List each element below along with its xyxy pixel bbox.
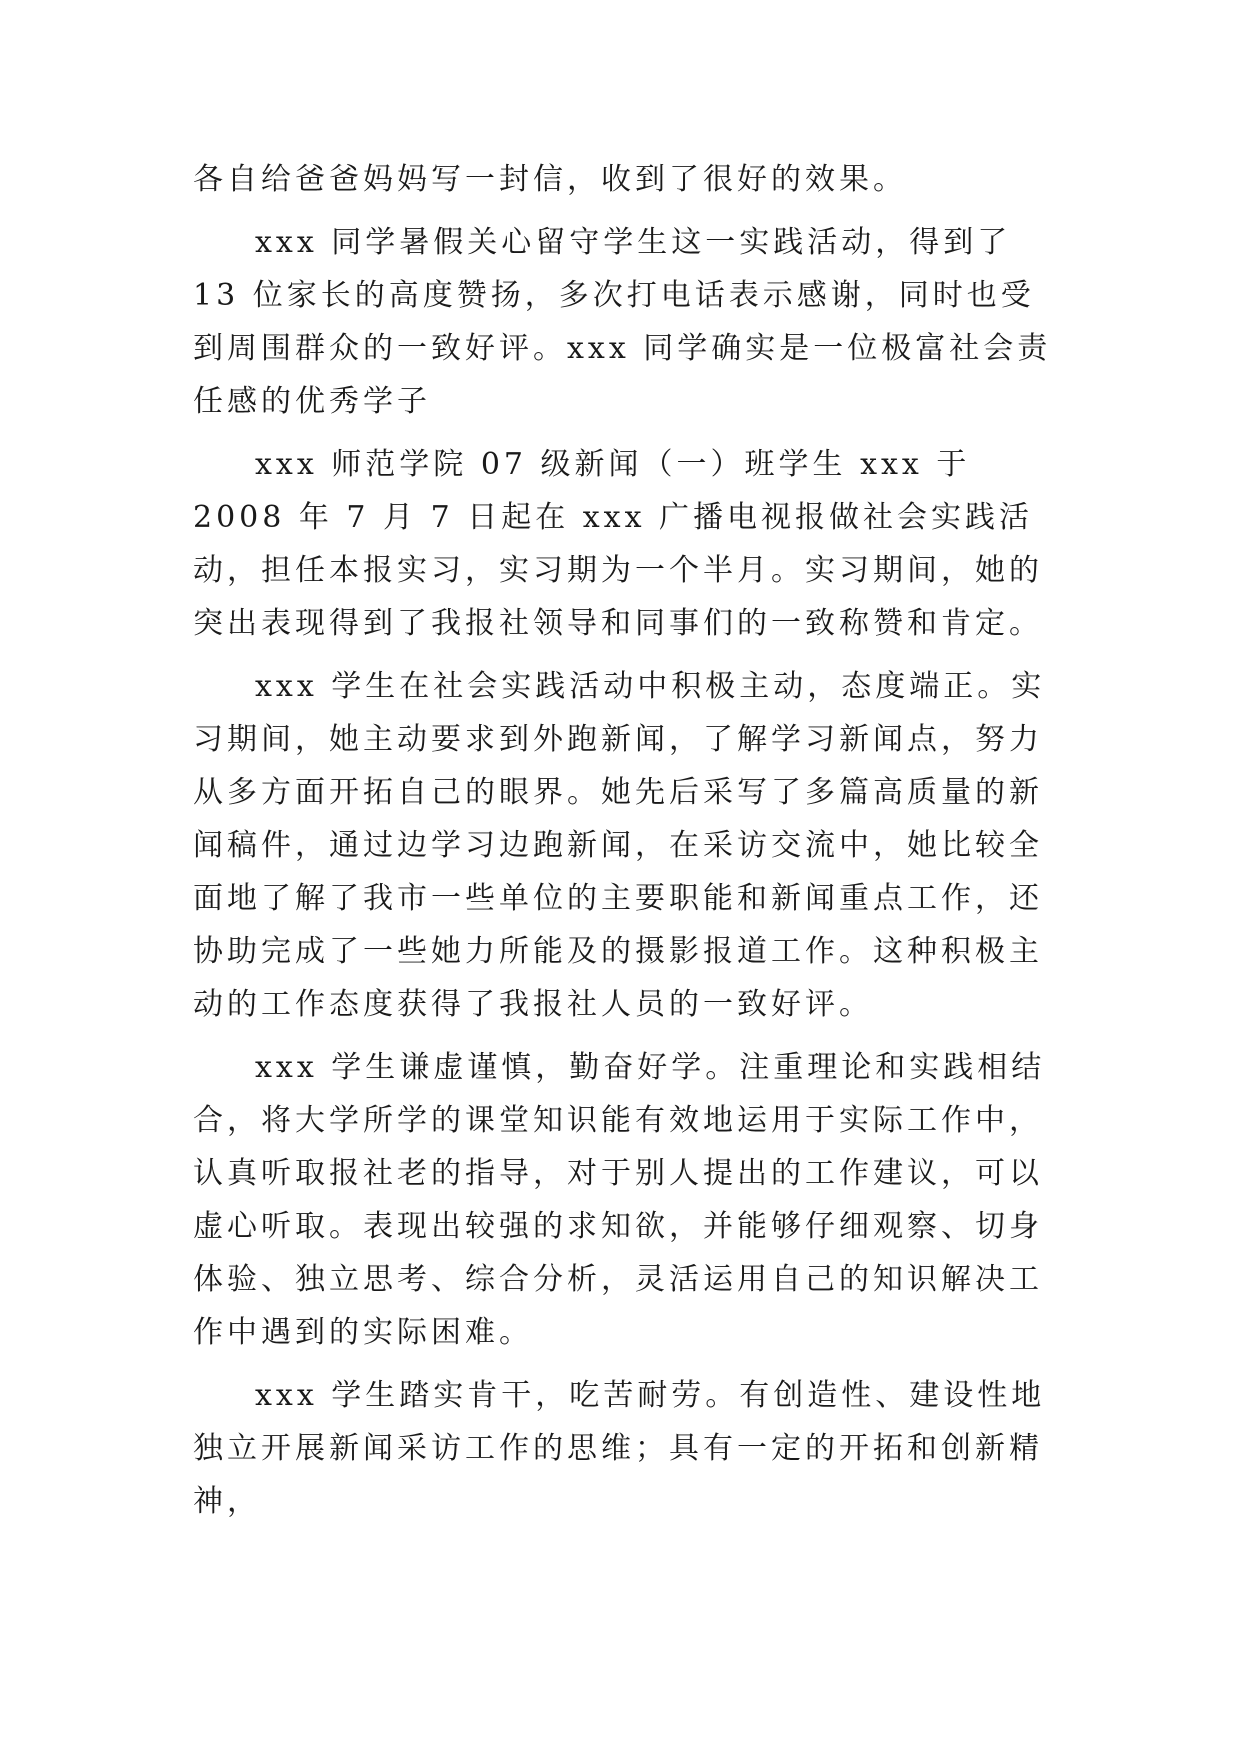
paragraph-left-behind-students: xxx 同学暑假关心留守学生这一实践活动，得到了 13 位家长的高度赞扬，多次打电话表示感谢，同时也受到周围群众的一致好评。xxx 同学确实是一位极富社会责任感的优秀学子 bbox=[193, 225, 1052, 419]
paragraph-hardworking: xxx 学生踏实肯干，吃苦耐劳。有创造性、建设性地独立开展新闻采访工作的思维；具有一定的开拓和创新精神， bbox=[193, 1378, 1046, 1519]
paragraph-diligence: xxx 学生谦虚谨慎，勤奋好学。注重理论和实践相结合，将大学所学的课堂知识能有效地运用于实际工作中，认真听取报社老的指导，对于别人提出的工作建议，可以虚心听取。表现出较强的求知欲，并能够仔细观察、切身体验、独立思考、综合分析，灵活运用自己的知识解决工作中遇到的实际困难。 bbox=[193, 1050, 1046, 1350]
paragraph-internship-intro: xxx 师范学院 07 级新闻（一）班学生 xxx 于 2008 年 7 月 7 日起在 xxx 广播电视报做社会实践活动，担任本报实习，实习期为一个半月。实习期间，她的突出表现得到了我报社领导和同事们的一致称赞和肯定。 bbox=[193, 447, 1043, 641]
paragraph-initiative: xxx 学生在社会实践活动中积极主动，态度端正。实习期间，她主动要求到外跑新闻，了解学习新闻点，努力从多方面开拓自己的眼界。她先后采写了多篇高质量的新闻稿件，通过边学习边跑新闻，在采访交流中，她比较全面地了解了我市一些单位的主要职能和新闻重点工作，还协助完成了一些她力所能及的摄影报道工作。这种积极主动的工作态度获得了我报社人员的一致好评。 bbox=[193, 669, 1046, 1022]
paragraph-continuation: 各自给爸爸妈妈写一封信，收到了很好的效果。 bbox=[193, 162, 907, 197]
document-body bbox=[193, 153, 1065, 1528]
